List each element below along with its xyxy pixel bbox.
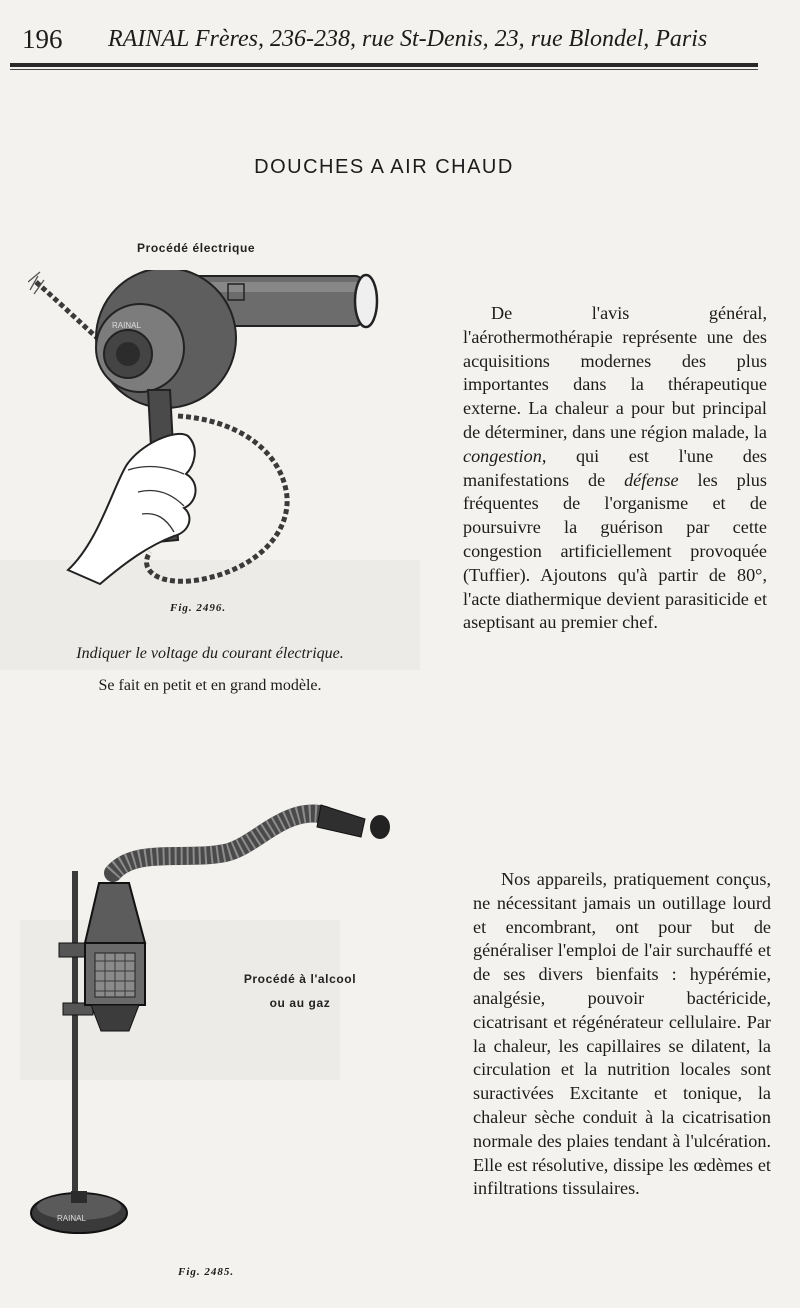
- paragraph-aerothermotherapy: [463, 302, 767, 635]
- base-brand-badge: RAINAL: [57, 1214, 86, 1223]
- figure-2-label-line-1: Procédé à l'alcool: [243, 972, 357, 986]
- term-defense: défense: [624, 469, 679, 490]
- running-head: RAINAL Frères, 236-238, rue St-Denis, 23, rue Blondel, Paris: [108, 26, 708, 52]
- sizes-note: Se fait en petit et en grand modèle.: [98, 677, 322, 694]
- figure-2-label-line-2: ou au gaz: [269, 996, 331, 1010]
- section-title: DOUCHES A AIR CHAUD: [254, 156, 514, 178]
- page-number: 196: [22, 24, 63, 54]
- figure-2-caption: Fig. 2485.: [178, 1266, 235, 1278]
- figure-1-label: Procédé électrique: [137, 241, 256, 255]
- dryer-brand-badge: RAINAL: [112, 321, 141, 330]
- electric-hot-air-douche-illustration: [28, 270, 398, 600]
- term-congestion: congestion: [463, 445, 542, 466]
- paragraph-1-part-3: les plus fréquentes de l'organisme et de poursuivre la guérison par cette congestion artificiellement provoquée (Tuffier). Ajoutons qu'à partir de 80°, l'acte diathermique devient parasiticide et aseptisant au premier chef.: [463, 469, 767, 633]
- voltage-note: Indiquer le voltage du courant électrique.: [76, 645, 344, 662]
- header-rule-thin: [10, 69, 758, 70]
- header-rule: [10, 63, 758, 67]
- paragraph-apparatus: Nos appareils, pratiquement conçus, ne nécessitant jamais un outillage lourd et encombrant, ont pour but de généraliser l'emploi de l'air surchauffé et de ses divers bienfaits : hypérémie, analgésie, pouvoir bactéricide, cicatrisant et régénérateur cellulaire. Par la chaleur, les capillaires se dilatent, la circulation et la nutrition locales sont suractivées Excitante et tonique, la chaleur sèche conduit à la cicatrisation normale des plaies tendant à l'ulcération. Elle est résolutive, dissipe les œdèmes et infiltrations tissulaires.: [473, 869, 771, 1199]
- figure-1-caption: Fig. 2496.: [170, 602, 227, 614]
- paragraph-1-part-1: De l'avis général, l'aérothermothérapie représente une des acquisitions modernes des plus importantes dans la thérapeutique externe. La chaleur a pour but principal de déterminer, dans une région malade, la: [463, 303, 767, 442]
- paragraph-1-part-2: , qui est l'une des manifestations de: [463, 445, 767, 490]
- alcohol-gas-douche-illustration: [25, 795, 395, 1245]
- figure-2-label: [230, 967, 370, 1015]
- page-header: [22, 22, 782, 62]
